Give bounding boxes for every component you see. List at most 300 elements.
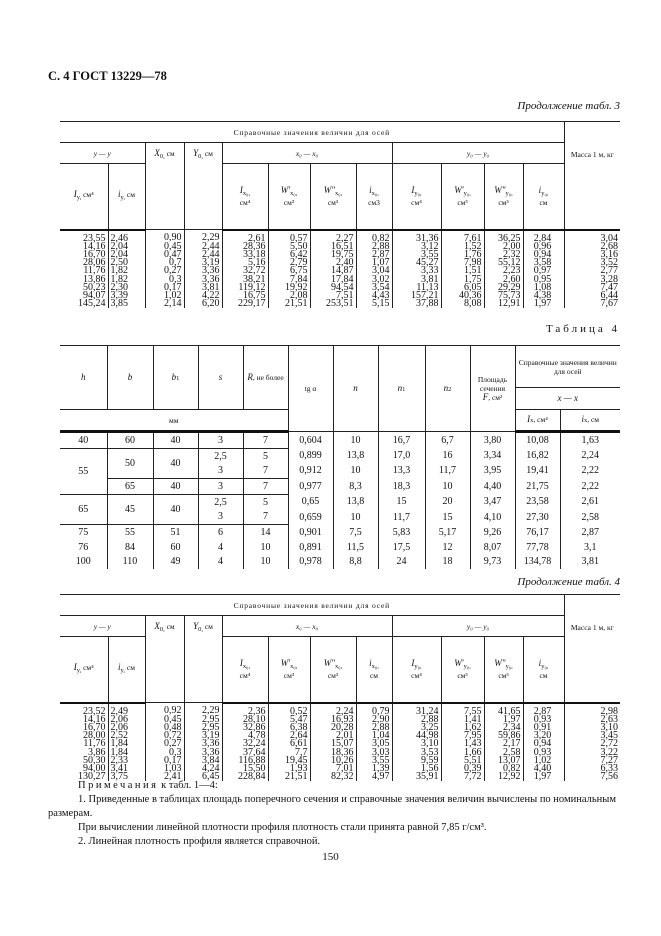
table-row: [60, 540, 620, 555]
cell: 2,60: [484, 276, 523, 284]
header-col-7: [356, 164, 392, 230]
cell: 37,88: [392, 300, 441, 308]
col-subscript: y ,: [77, 194, 81, 201]
cell: 13,8: [333, 448, 378, 463]
cell: 13,3: [378, 463, 425, 478]
cell: 2,29: [184, 230, 222, 243]
header-mm: мм: [60, 410, 288, 432]
col-symbol: X: [154, 621, 160, 631]
col-symbol: i: [369, 184, 372, 195]
cell: 75,73: [484, 292, 523, 300]
cell: 3,36: [184, 749, 222, 757]
cell: 2,88: [392, 716, 441, 724]
table-row: [60, 555, 620, 570]
cell: 33,18: [222, 251, 268, 259]
cell: 15,07: [310, 740, 356, 748]
note-1: 1. Приведенные в таблицах площадь поперечного сечения и справочные значения величин вычислены по номинальным размерам.: [48, 794, 616, 819]
header-col-9: [441, 637, 484, 703]
cell: 2,34: [484, 724, 523, 732]
header-col-7: [356, 637, 392, 703]
col-subscript: y₀ ,: [414, 190, 421, 197]
cell: 3,19: [184, 259, 222, 267]
cell: 40: [153, 432, 198, 449]
cell: 7,61: [441, 230, 484, 243]
cell: 0,3: [145, 749, 184, 757]
cell: 3,75: [108, 773, 145, 781]
cell: 2,08: [268, 292, 310, 300]
cell: 229,17: [222, 300, 268, 308]
header-col-4: [222, 164, 268, 230]
cell: 3,53: [392, 749, 441, 757]
cell: 0,899: [288, 448, 333, 463]
col-unit: см⁴: [411, 197, 422, 207]
cell: 51: [153, 525, 198, 540]
col-subscript: y ,: [121, 667, 125, 674]
cell: 3,02: [356, 276, 392, 284]
cell: 5,51: [441, 757, 484, 765]
cell: 40: [153, 494, 198, 524]
cell: 14,87: [310, 267, 356, 275]
col-symbol: i: [369, 657, 372, 668]
cell: 3,81: [184, 284, 222, 292]
header-col-5: [268, 637, 310, 703]
cell: 4,97: [356, 773, 392, 781]
cell: 0,901: [288, 525, 333, 540]
cell: 0,72: [145, 732, 184, 740]
header-n2: n2: [425, 346, 470, 432]
cell: 7,55: [441, 703, 484, 716]
cell: 3,05: [356, 740, 392, 748]
header-col-10: [484, 164, 523, 230]
cell: 1,76: [441, 251, 484, 259]
cell: 119,12: [222, 284, 268, 292]
cell: 9,73: [470, 555, 515, 570]
cell: 0,47: [145, 251, 184, 259]
cell: 1,97: [523, 300, 564, 308]
header-col-11: [523, 164, 564, 230]
cell: 253,51: [310, 300, 356, 308]
cell: 13,86: [83, 273, 106, 285]
cell: 29,29: [484, 284, 523, 292]
cell: 0,65: [288, 494, 333, 509]
cell: 0,93: [523, 749, 564, 757]
cell: 55: [60, 448, 107, 494]
cell: 0,79: [356, 703, 392, 716]
cell: 0,27: [145, 740, 184, 748]
cell: 55,12: [484, 259, 523, 267]
cell: 9,26: [470, 525, 515, 540]
cell: 1,75: [441, 276, 484, 284]
col-symbol: Y: [193, 148, 199, 158]
cell: 21,51: [268, 300, 310, 308]
header-axis-y0: y₀ — y₀: [392, 616, 564, 637]
cell: 5,47: [268, 716, 310, 724]
cell: 2,33: [108, 757, 145, 765]
cell: 1,02: [523, 757, 564, 765]
cell: 5: [243, 494, 288, 509]
cell: 0,27: [145, 267, 184, 275]
cell: 3,12: [392, 243, 441, 251]
cell: 2,87: [560, 525, 620, 540]
cell: 5,83: [378, 525, 425, 540]
col-subscript: y₀ ,: [464, 190, 471, 197]
header-col-4: [222, 637, 268, 703]
header-axis-x0: x₀ — x₀: [222, 616, 392, 637]
page-number: 150: [322, 851, 339, 863]
cell: 0,45: [145, 716, 184, 724]
cell: 15: [378, 494, 425, 509]
cell: 1,97: [523, 773, 564, 781]
cell: 76,17: [515, 525, 560, 540]
cell: 1,03: [145, 765, 184, 773]
cell: 2,79: [268, 259, 310, 267]
header-reference-group: Справочные значения величин для осей: [60, 595, 564, 616]
col-unit: см³: [327, 670, 339, 680]
header-tg-alpha: tg α: [288, 346, 333, 432]
cell: 0,97: [523, 267, 564, 275]
cell: 10,26: [310, 757, 356, 765]
cell: 94,54: [310, 284, 356, 292]
cell: 0,94: [523, 251, 564, 259]
cell: 77,78: [515, 540, 560, 555]
header-ix-moment: Ix, см⁴: [515, 410, 560, 432]
col-subscript: y ,: [121, 194, 125, 201]
col-subscript: x₀ ,: [243, 190, 250, 197]
cell: 28,06: [83, 257, 106, 269]
col-subscript: x₀ ,: [243, 663, 250, 670]
cell: 0,7: [145, 259, 184, 267]
cell: 2,61: [222, 230, 268, 243]
cell: 1,04: [356, 732, 392, 740]
cell: 2,50: [108, 259, 145, 267]
col-subscript: x₀ ,: [372, 663, 379, 670]
cell: 0,3: [145, 276, 184, 284]
header-col-8: [392, 637, 441, 703]
col-symbol: I: [239, 657, 243, 668]
cell: 2,95: [184, 716, 222, 724]
cell: 32,24: [222, 740, 268, 748]
cell: 19,45: [268, 757, 310, 765]
cell: 100: [75, 556, 91, 568]
col-symbol: W′: [280, 657, 291, 668]
table3-continuation-caption: Продолжение табл. 3: [517, 100, 620, 112]
cell: 23,58: [515, 494, 560, 509]
col-subscript: y₀ ,: [414, 663, 421, 670]
cell: 32,86: [222, 724, 268, 732]
col-symbol: W″: [494, 184, 506, 195]
cell: 6,38: [268, 724, 310, 732]
cell: 1,84: [108, 740, 145, 748]
cell: 3,39: [108, 292, 145, 300]
cell: 3,25: [392, 724, 441, 732]
cell: 18: [425, 555, 470, 570]
cell: 12,91: [484, 300, 523, 308]
cell: 4,38: [523, 292, 564, 300]
cell: 3: [198, 432, 243, 449]
cell: 2,88: [356, 243, 392, 251]
table4-caption: Таблица 4: [545, 323, 620, 335]
col-subscript: 0 ,: [160, 626, 165, 633]
cell: 16,70: [83, 721, 106, 733]
col-symbol: W′: [280, 184, 291, 195]
cell: 3: [198, 509, 243, 524]
col-subscript: y ,: [77, 667, 81, 674]
cell: 4,22: [184, 292, 222, 300]
cell: 4: [198, 540, 243, 555]
cell: 3,04: [564, 230, 620, 243]
note-density: При вычислении линейной плотности профиля плотность стали принята равной 7,85 г/см³.: [78, 822, 487, 833]
cell: 32,72: [222, 267, 268, 275]
cell: 7,7: [268, 749, 310, 757]
cell: 2,63: [564, 716, 620, 724]
cell: 2,22: [560, 463, 620, 478]
col-subscript: y₀ ,: [464, 663, 471, 670]
cell: 1,84: [108, 749, 145, 757]
header-r: R, не более: [243, 346, 288, 410]
cell: 8,8: [333, 555, 378, 570]
table-row: [60, 494, 620, 509]
cell: 7: [243, 479, 288, 495]
cell: 49: [153, 555, 198, 570]
cell: 3,85: [108, 300, 145, 308]
header-reference-group: Справочные значения величин для осей: [60, 122, 564, 143]
cell: 6,61: [268, 740, 310, 748]
cell: 4,78: [222, 732, 268, 740]
cell: 50: [107, 448, 153, 478]
header-col-5: [268, 164, 310, 230]
header-col-1: [108, 164, 145, 230]
cell: 228,84: [222, 773, 268, 781]
header-n1: n1: [378, 346, 425, 432]
cell: 2,87: [356, 251, 392, 259]
cell: 3,86: [88, 746, 106, 758]
cell: 2,40: [310, 259, 356, 267]
cell: 6,45: [184, 773, 222, 781]
cell: 21,75: [515, 479, 560, 495]
header-axis-y: y — y: [60, 143, 145, 164]
cell: 82,32: [310, 773, 356, 781]
col-unit: см⁴: [411, 670, 422, 680]
cell: 6: [198, 525, 243, 540]
cell: 3,55: [392, 251, 441, 259]
cell: 3,36: [184, 267, 222, 275]
cell: 37,64: [222, 749, 268, 757]
col-unit: см³: [457, 197, 468, 207]
cell: 0,96: [523, 243, 564, 251]
col-symbol: W″: [323, 657, 336, 668]
col-unit: см³: [457, 670, 468, 680]
cell: 2,58: [484, 749, 523, 757]
cell: 14,16: [83, 713, 106, 725]
cell: 7,67: [564, 300, 620, 308]
header-col-9: [441, 164, 484, 230]
table3-continuation: [60, 121, 620, 308]
cell: 31,36: [392, 230, 441, 243]
cell: 1,52: [441, 243, 484, 251]
col-unit: см⁴: [239, 197, 251, 207]
col-unit: см³: [283, 197, 295, 207]
cell: 2,5: [198, 448, 243, 463]
cell: 7,95: [441, 732, 484, 740]
cell: 6,7: [425, 432, 470, 449]
cell: 0,90: [145, 230, 184, 243]
cell: 1,97: [484, 716, 523, 724]
cell: 0,52: [268, 703, 310, 716]
cell: 11,76: [83, 265, 106, 277]
cell: 3,36: [184, 276, 222, 284]
col-subscript: x₀ ,: [335, 190, 342, 197]
cell: 50,30: [83, 754, 106, 766]
cell: 16,75: [222, 292, 268, 300]
cell: 2,90: [356, 716, 392, 724]
cell: 11,13: [392, 284, 441, 292]
col-symbol: Y: [193, 621, 199, 631]
col-symbol: W′: [454, 657, 464, 668]
cell: 18,3: [378, 479, 425, 495]
cell: 11,7: [425, 463, 470, 478]
col-subscript: x₀ ,: [372, 190, 379, 197]
cell: 2,24: [560, 448, 620, 463]
cell: 4,10: [470, 509, 515, 524]
cell: 1,82: [108, 276, 145, 284]
table4-continuation: [60, 594, 620, 781]
cell: 2,52: [108, 732, 145, 740]
header-mass: Масса 1 м, кг: [564, 595, 620, 703]
cell: 65: [60, 494, 107, 524]
cell: 0,93: [523, 716, 564, 724]
cell: 65: [107, 479, 153, 495]
header-h: h: [60, 346, 107, 410]
cell: 0,92: [145, 703, 184, 716]
cell: 2,64: [268, 732, 310, 740]
cell: 0,39: [441, 765, 484, 773]
table-row: [60, 525, 620, 540]
cell: 10: [333, 463, 378, 478]
header-col-3: [184, 143, 222, 230]
cell: 18,36: [310, 749, 356, 757]
header-col-10: [484, 637, 523, 703]
col-symbol: i: [118, 662, 121, 673]
cell: 2,98: [564, 703, 620, 716]
cell: 20: [425, 494, 470, 509]
cell: 0,17: [145, 284, 184, 292]
col-unit: см: [539, 670, 548, 680]
cell: 40: [153, 448, 198, 478]
cell: 3,81: [392, 276, 441, 284]
col-symbol: I: [73, 189, 77, 200]
cell: 2,49: [108, 703, 145, 716]
cell: 1,43: [441, 740, 484, 748]
cell: 45,27: [392, 259, 441, 267]
cell: 3,10: [392, 740, 441, 748]
cell: 4,40: [523, 765, 564, 773]
cell: 2,44: [184, 251, 222, 259]
col-subscript: y₀ ,: [506, 190, 513, 197]
cell: 2,32: [484, 251, 523, 259]
cell: 5: [243, 448, 288, 463]
cell: 2,17: [484, 740, 523, 748]
cell: 0,94: [523, 740, 564, 748]
cell: 2,01: [310, 732, 356, 740]
col-unit: см³: [498, 197, 509, 207]
cell: 3,19: [184, 732, 222, 740]
cell: 2,58: [560, 509, 620, 524]
cell: 55: [107, 525, 153, 540]
cell: 1,02: [145, 292, 184, 300]
header-col-6: [310, 637, 356, 703]
cell: 6,20: [184, 300, 222, 308]
col-unit: см3: [368, 197, 380, 207]
header-axis-y0: y₀ — y₀: [392, 143, 564, 164]
cell: 28,00: [83, 730, 106, 742]
cell: 3,16: [564, 251, 620, 259]
cell: 134,78: [515, 555, 560, 570]
col-symbol: W′: [454, 184, 464, 195]
cell: 1,82: [108, 267, 145, 275]
cell: 2,24: [310, 703, 356, 716]
header-n: n: [333, 346, 378, 432]
header-b: b: [107, 346, 153, 410]
cell: 3,55: [356, 757, 392, 765]
cell: 0,978: [288, 555, 333, 570]
cell: 7: [243, 509, 288, 524]
table4: [60, 345, 620, 569]
header-col-3: [184, 616, 222, 703]
cell: 11,5: [333, 540, 378, 555]
cell: 4,24: [184, 765, 222, 773]
cell: 94,00: [83, 762, 106, 774]
header-axis-x0: x₀ — x₀: [222, 143, 392, 164]
header-col-0: [60, 164, 108, 230]
cell: 3,41: [108, 765, 145, 773]
cell: 5,17: [425, 525, 470, 540]
header-col-2: [145, 143, 184, 230]
cell: 11,7: [378, 509, 425, 524]
cell: 0,45: [145, 243, 184, 251]
cell: 17,84: [310, 276, 356, 284]
cell: 8,07: [470, 540, 515, 555]
cell: 7,01: [310, 765, 356, 773]
header-reference-values: Справочные значения величин для осей: [515, 346, 620, 388]
col-subscript: y₀ ,: [541, 190, 548, 197]
col-subscript: 0 ,: [198, 153, 203, 160]
header-mass: Масса 1 м, кг: [564, 122, 620, 230]
table-row: [60, 448, 620, 463]
cell: 6,44: [564, 292, 620, 300]
cell: 10: [333, 432, 378, 449]
cell: 1,39: [356, 765, 392, 773]
table-row: [60, 479, 620, 495]
col-unit: см⁴: [83, 190, 94, 200]
header-b1: b1: [153, 346, 198, 410]
cell: 6,33: [564, 765, 620, 773]
cell: 7,5: [333, 525, 378, 540]
col-symbol: W″: [494, 657, 506, 668]
cell: 2,29: [184, 703, 222, 716]
cell: 7,27: [564, 757, 620, 765]
cell: 3,54: [356, 284, 392, 292]
cell: 45: [107, 494, 153, 524]
cell: 1,63: [560, 432, 620, 449]
cell: 40: [60, 432, 107, 449]
cell: 40: [153, 479, 198, 495]
col-unit: см: [126, 663, 135, 673]
cell: 0,82: [484, 765, 523, 773]
cell: 0,17: [145, 757, 184, 765]
col-unit: см: [539, 197, 548, 207]
cell: 4,40: [470, 479, 515, 495]
cell: 3: [198, 479, 243, 495]
